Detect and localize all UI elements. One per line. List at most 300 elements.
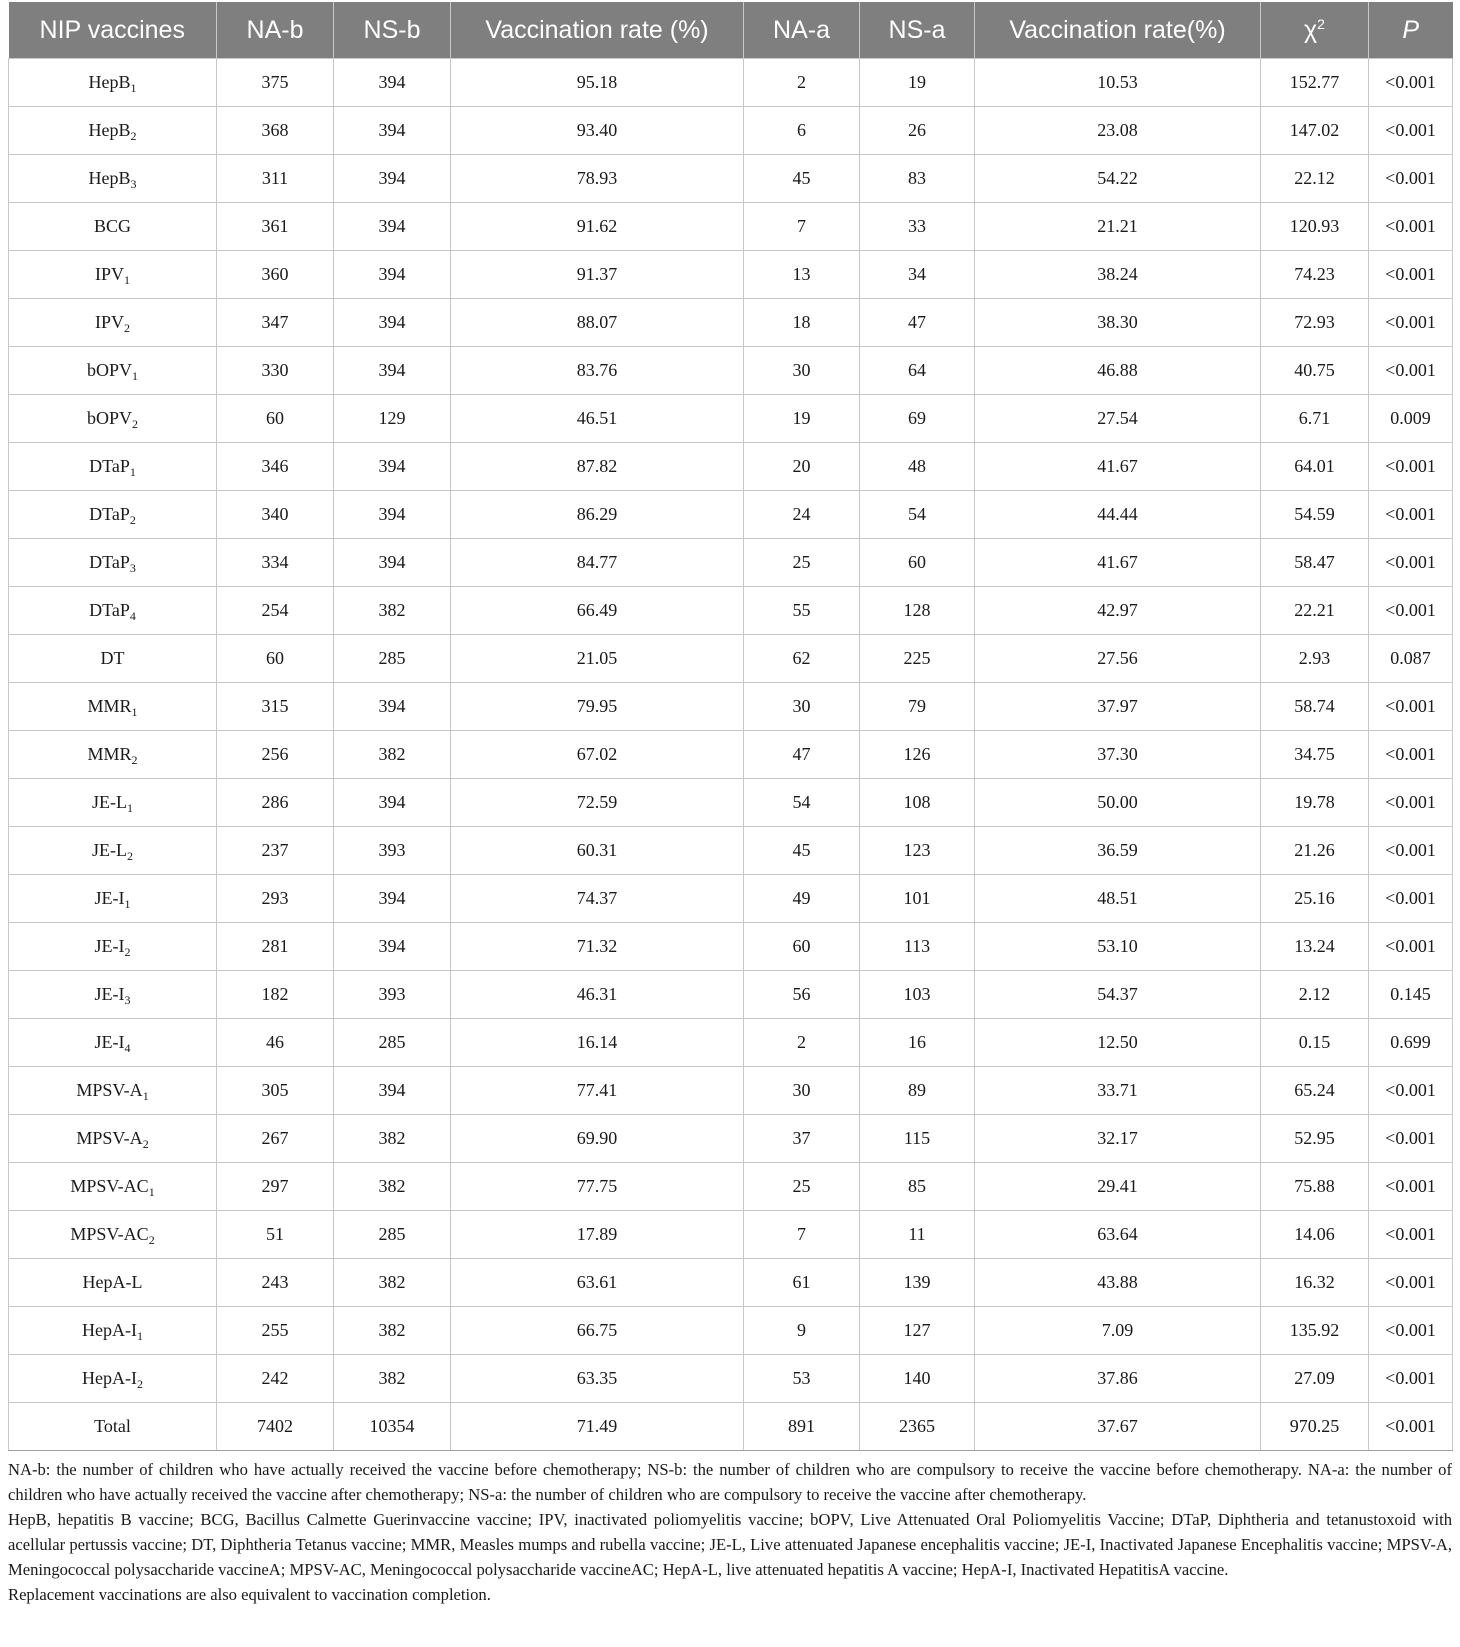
cell-na-b: 237 <box>217 827 334 875</box>
cell-na-b: 361 <box>217 203 334 251</box>
cell-p: <0.001 <box>1369 923 1453 971</box>
cell-p: <0.001 <box>1369 155 1453 203</box>
vaccine-dose-subscript: 1 <box>131 705 138 719</box>
cell-ns-a: 48 <box>860 443 975 491</box>
vaccination-table <box>8 2 1453 1451</box>
vaccine-dose-subscript: 4 <box>124 1041 131 1055</box>
cell-ns-a: 69 <box>860 395 975 443</box>
cell-rate-b: 63.61 <box>451 1259 744 1307</box>
cell-p: 0.145 <box>1369 971 1453 1019</box>
cell-rate-b: 71.32 <box>451 923 744 971</box>
cell-na-a: 45 <box>744 155 860 203</box>
vaccine-name: JE-L <box>92 840 127 860</box>
cell-na-b: 293 <box>217 875 334 923</box>
vaccine-dose-subscript: 2 <box>130 129 137 143</box>
header-rate-after: Vaccination rate(%) <box>975 2 1261 59</box>
vaccine-name: JE-L <box>92 792 127 812</box>
cell-rate-a: 37.97 <box>975 683 1261 731</box>
cell-ns-b: 394 <box>334 539 451 587</box>
cell-p: <0.001 <box>1369 1115 1453 1163</box>
cell-chi2: 27.09 <box>1261 1355 1369 1403</box>
cell-na-a: 7 <box>744 203 860 251</box>
table-row <box>9 971 1453 1019</box>
vaccine-dose-subscript: 4 <box>129 609 136 623</box>
vaccine-name: HepA-L <box>82 1272 143 1292</box>
table-row <box>9 443 1453 491</box>
cell-na-b: 330 <box>217 347 334 395</box>
cell-rate-a: 27.54 <box>975 395 1261 443</box>
cell-na-a: 13 <box>744 251 860 299</box>
vaccine-name: Total <box>94 1416 131 1436</box>
table-row <box>9 731 1453 779</box>
cell-rate-a: 12.50 <box>975 1019 1261 1067</box>
cell-chi2: 34.75 <box>1261 731 1369 779</box>
cell-rate-b: 63.35 <box>451 1355 744 1403</box>
cell-chi2: 6.71 <box>1261 395 1369 443</box>
cell-ns-a: 108 <box>860 779 975 827</box>
cell-p: <0.001 <box>1369 875 1453 923</box>
cell-na-a: 56 <box>744 971 860 1019</box>
document-page <box>8 2 1452 1607</box>
header-p-value <box>1369 2 1453 59</box>
header-na-b: NA-b <box>217 2 334 59</box>
cell-p: <0.001 <box>1369 491 1453 539</box>
cell-ns-b: 393 <box>334 827 451 875</box>
cell-rate-a: 37.30 <box>975 731 1261 779</box>
cell-na-b: 243 <box>217 1259 334 1307</box>
cell-ns-b: 393 <box>334 971 451 1019</box>
vaccine-dose-subscript: 1 <box>148 1185 155 1199</box>
cell-ns-a: 139 <box>860 1259 975 1307</box>
cell-rate-b: 74.37 <box>451 875 744 923</box>
cell-vaccine-name <box>9 971 217 1019</box>
cell-na-a: 2 <box>744 1019 860 1067</box>
cell-p: <0.001 <box>1369 587 1453 635</box>
cell-rate-a: 7.09 <box>975 1307 1261 1355</box>
cell-na-b: 286 <box>217 779 334 827</box>
table-row <box>9 923 1453 971</box>
vaccine-name: MPSV-A <box>76 1128 143 1148</box>
table-row <box>9 1211 1453 1259</box>
cell-vaccine-name <box>9 1403 217 1451</box>
table-row <box>9 587 1453 635</box>
cell-p: <0.001 <box>1369 107 1453 155</box>
cell-ns-b: 285 <box>334 1019 451 1067</box>
cell-ns-b: 382 <box>334 731 451 779</box>
table-row <box>9 347 1453 395</box>
cell-na-a: 61 <box>744 1259 860 1307</box>
cell-chi2: 2.93 <box>1261 635 1369 683</box>
cell-na-a: 55 <box>744 587 860 635</box>
cell-ns-b: 394 <box>334 875 451 923</box>
cell-p: <0.001 <box>1369 203 1453 251</box>
table-row <box>9 635 1453 683</box>
vaccine-dose-subscript: 1 <box>136 1329 143 1343</box>
cell-ns-b: 394 <box>334 491 451 539</box>
vaccine-dose-subscript: 3 <box>124 993 131 1007</box>
cell-p: <0.001 <box>1369 1259 1453 1307</box>
cell-vaccine-name <box>9 59 217 107</box>
cell-rate-a: 37.67 <box>975 1403 1261 1451</box>
vaccine-dose-subscript: 1 <box>124 897 131 911</box>
cell-p: 0.009 <box>1369 395 1453 443</box>
vaccine-name: HepB <box>88 120 131 140</box>
cell-vaccine-name <box>9 203 217 251</box>
vaccine-dose-subscript: 2 <box>124 945 131 959</box>
table-row <box>9 203 1453 251</box>
chi-superscript: 2 <box>1317 15 1325 32</box>
cell-rate-b: 66.49 <box>451 587 744 635</box>
cell-na-a: 30 <box>744 683 860 731</box>
vaccine-name: HepA-I <box>82 1320 137 1340</box>
footnote-replacement: Replacement vaccinations are also equivalent to vaccination completion. <box>8 1585 491 1604</box>
cell-rate-b: 67.02 <box>451 731 744 779</box>
vaccine-name: bOPV <box>86 408 132 428</box>
table-row <box>9 107 1453 155</box>
cell-rate-b: 88.07 <box>451 299 744 347</box>
cell-ns-a: 140 <box>860 1355 975 1403</box>
cell-rate-b: 60.31 <box>451 827 744 875</box>
cell-na-b: 7402 <box>217 1403 334 1451</box>
vaccine-name: JE-I <box>94 936 125 956</box>
cell-ns-b: 285 <box>334 1211 451 1259</box>
vaccine-dose-subscript: 2 <box>132 417 138 431</box>
cell-rate-b: 72.59 <box>451 779 744 827</box>
cell-chi2: 40.75 <box>1261 347 1369 395</box>
cell-vaccine-name <box>9 587 217 635</box>
cell-chi2: 970.25 <box>1261 1403 1369 1451</box>
cell-na-b: 255 <box>217 1307 334 1355</box>
cell-vaccine-name <box>9 299 217 347</box>
cell-ns-a: 85 <box>860 1163 975 1211</box>
cell-p: 0.699 <box>1369 1019 1453 1067</box>
vaccine-name: bOPV <box>86 360 132 380</box>
table-row <box>9 875 1453 923</box>
cell-vaccine-name <box>9 683 217 731</box>
cell-ns-b: 382 <box>334 1259 451 1307</box>
cell-ns-b: 382 <box>334 587 451 635</box>
cell-ns-b: 129 <box>334 395 451 443</box>
cell-p: <0.001 <box>1369 1067 1453 1115</box>
cell-ns-a: 54 <box>860 491 975 539</box>
vaccine-dose-subscript: 2 <box>129 513 136 527</box>
cell-na-b: 46 <box>217 1019 334 1067</box>
cell-chi2: 16.32 <box>1261 1259 1369 1307</box>
header-ns-b: NS-b <box>334 2 451 59</box>
cell-na-b: 375 <box>217 59 334 107</box>
cell-ns-b: 382 <box>334 1163 451 1211</box>
cell-chi2: 14.06 <box>1261 1211 1369 1259</box>
header-na-a: NA-a <box>744 2 860 59</box>
cell-p: <0.001 <box>1369 443 1453 491</box>
cell-chi2: 58.74 <box>1261 683 1369 731</box>
cell-chi2: 19.78 <box>1261 779 1369 827</box>
cell-na-a: 47 <box>744 731 860 779</box>
cell-p: <0.001 <box>1369 539 1453 587</box>
vaccine-name: MMR <box>87 696 132 716</box>
table-row <box>9 299 1453 347</box>
cell-vaccine-name <box>9 1115 217 1163</box>
vaccine-dose-subscript: 2 <box>127 849 133 863</box>
table-row <box>9 539 1453 587</box>
cell-p: <0.001 <box>1369 299 1453 347</box>
vaccine-name: HepB <box>88 168 131 188</box>
cell-vaccine-name <box>9 539 217 587</box>
cell-na-b: 267 <box>217 1115 334 1163</box>
cell-ns-a: 83 <box>860 155 975 203</box>
cell-vaccine-name <box>9 1307 217 1355</box>
cell-na-a: 18 <box>744 299 860 347</box>
cell-rate-a: 21.21 <box>975 203 1261 251</box>
cell-na-b: 360 <box>217 251 334 299</box>
cell-na-a: 30 <box>744 347 860 395</box>
cell-na-b: 340 <box>217 491 334 539</box>
cell-chi2: 21.26 <box>1261 827 1369 875</box>
cell-ns-a: 128 <box>860 587 975 635</box>
cell-rate-a: 44.44 <box>975 491 1261 539</box>
cell-vaccine-name <box>9 875 217 923</box>
cell-rate-a: 42.97 <box>975 587 1261 635</box>
cell-chi2: 25.16 <box>1261 875 1369 923</box>
cell-ns-b: 394 <box>334 683 451 731</box>
vaccine-dose-subscript: 1 <box>142 1089 149 1103</box>
cell-rate-a: 48.51 <box>975 875 1261 923</box>
vaccine-name: DTaP <box>89 552 130 572</box>
cell-na-b: 334 <box>217 539 334 587</box>
vaccine-name: IPV <box>94 312 124 332</box>
cell-rate-b: 21.05 <box>451 635 744 683</box>
vaccine-dose-subscript: 3 <box>130 177 137 191</box>
cell-ns-b: 382 <box>334 1115 451 1163</box>
cell-p: <0.001 <box>1369 1403 1453 1451</box>
vaccine-name: JE-I <box>94 1032 125 1052</box>
cell-p: 0.087 <box>1369 635 1453 683</box>
cell-rate-b: 83.76 <box>451 347 744 395</box>
cell-rate-a: 27.56 <box>975 635 1261 683</box>
cell-vaccine-name <box>9 779 217 827</box>
cell-ns-b: 394 <box>334 443 451 491</box>
cell-rate-b: 84.77 <box>451 539 744 587</box>
cell-rate-a: 50.00 <box>975 779 1261 827</box>
table-row <box>9 1115 1453 1163</box>
cell-ns-a: 127 <box>860 1307 975 1355</box>
cell-na-a: 2 <box>744 59 860 107</box>
table-row <box>9 1307 1453 1355</box>
cell-chi2: 2.12 <box>1261 971 1369 1019</box>
cell-vaccine-name <box>9 491 217 539</box>
cell-rate-b: 66.75 <box>451 1307 744 1355</box>
table-row <box>9 1163 1453 1211</box>
cell-p: <0.001 <box>1369 827 1453 875</box>
cell-vaccine-name <box>9 827 217 875</box>
cell-ns-a: 103 <box>860 971 975 1019</box>
cell-rate-b: 93.40 <box>451 107 744 155</box>
cell-rate-b: 87.82 <box>451 443 744 491</box>
cell-na-a: 7 <box>744 1211 860 1259</box>
cell-chi2: 22.12 <box>1261 155 1369 203</box>
vaccine-name: HepA-I <box>82 1368 137 1388</box>
cell-ns-a: 34 <box>860 251 975 299</box>
cell-na-a: 891 <box>744 1403 860 1451</box>
cell-chi2: 64.01 <box>1261 443 1369 491</box>
p-label: P <box>1402 15 1420 44</box>
cell-ns-b: 382 <box>334 1307 451 1355</box>
cell-vaccine-name <box>9 395 217 443</box>
vaccine-name: JE-I <box>94 888 125 908</box>
cell-ns-b: 394 <box>334 155 451 203</box>
cell-na-b: 346 <box>217 443 334 491</box>
cell-rate-b: 71.49 <box>451 1403 744 1451</box>
cell-na-b: 254 <box>217 587 334 635</box>
cell-ns-a: 113 <box>860 923 975 971</box>
cell-ns-b: 394 <box>334 59 451 107</box>
cell-ns-b: 394 <box>334 299 451 347</box>
cell-ns-b: 10354 <box>334 1403 451 1451</box>
cell-na-b: 368 <box>217 107 334 155</box>
cell-rate-a: 33.71 <box>975 1067 1261 1115</box>
table-header-row <box>9 2 1453 59</box>
header-vaccine: NIP vaccines <box>9 2 217 59</box>
cell-rate-a: 54.37 <box>975 971 1261 1019</box>
cell-ns-b: 394 <box>334 251 451 299</box>
cell-ns-b: 394 <box>334 203 451 251</box>
table-row <box>9 155 1453 203</box>
vaccine-dose-subscript: 2 <box>142 1137 149 1151</box>
cell-na-b: 60 <box>217 635 334 683</box>
vaccine-name: MPSV-AC <box>70 1176 149 1196</box>
vaccine-name: MMR <box>87 744 132 764</box>
cell-vaccine-name <box>9 107 217 155</box>
cell-rate-b: 46.51 <box>451 395 744 443</box>
cell-na-a: 54 <box>744 779 860 827</box>
cell-ns-a: 60 <box>860 539 975 587</box>
cell-ns-a: 33 <box>860 203 975 251</box>
cell-na-b: 297 <box>217 1163 334 1211</box>
cell-vaccine-name <box>9 1163 217 1211</box>
vaccine-dose-subscript: 2 <box>136 1377 143 1391</box>
cell-chi2: 0.15 <box>1261 1019 1369 1067</box>
cell-ns-a: 19 <box>860 59 975 107</box>
cell-chi2: 120.93 <box>1261 203 1369 251</box>
cell-na-b: 182 <box>217 971 334 1019</box>
cell-rate-b: 77.75 <box>451 1163 744 1211</box>
cell-na-b: 305 <box>217 1067 334 1115</box>
cell-vaccine-name <box>9 155 217 203</box>
cell-rate-b: 78.93 <box>451 155 744 203</box>
cell-rate-b: 95.18 <box>451 59 744 107</box>
cell-chi2: 152.77 <box>1261 59 1369 107</box>
cell-rate-a: 54.22 <box>975 155 1261 203</box>
cell-na-b: 51 <box>217 1211 334 1259</box>
cell-vaccine-name <box>9 1067 217 1115</box>
cell-chi2: 22.21 <box>1261 587 1369 635</box>
cell-rate-b: 69.90 <box>451 1115 744 1163</box>
cell-p: <0.001 <box>1369 251 1453 299</box>
cell-ns-b: 394 <box>334 779 451 827</box>
cell-rate-b: 91.62 <box>451 203 744 251</box>
vaccine-dose-subscript: 2 <box>131 753 138 767</box>
vaccine-name: JE-I <box>94 984 125 1004</box>
cell-rate-a: 23.08 <box>975 107 1261 155</box>
cell-ns-a: 16 <box>860 1019 975 1067</box>
cell-na-a: 20 <box>744 443 860 491</box>
table-body <box>9 59 1453 1451</box>
cell-ns-a: 64 <box>860 347 975 395</box>
vaccine-name: HepB <box>88 72 131 92</box>
cell-chi2: 135.92 <box>1261 1307 1369 1355</box>
cell-na-a: 37 <box>744 1115 860 1163</box>
cell-ns-a: 123 <box>860 827 975 875</box>
cell-vaccine-name <box>9 731 217 779</box>
vaccine-name: DTaP <box>89 456 130 476</box>
cell-na-a: 53 <box>744 1355 860 1403</box>
header-rate-before: Vaccination rate (%) <box>451 2 744 59</box>
cell-rate-b: 16.14 <box>451 1019 744 1067</box>
cell-rate-a: 46.88 <box>975 347 1261 395</box>
header-chi-square <box>1261 2 1369 59</box>
vaccine-name: BCG <box>93 216 131 236</box>
cell-p: <0.001 <box>1369 731 1453 779</box>
cell-ns-a: 26 <box>860 107 975 155</box>
cell-ns-a: 115 <box>860 1115 975 1163</box>
table-row <box>9 59 1453 107</box>
footnote-abbreviations-counts: NA-b: the number of children who have actually received the vaccine before chemotherapy; NS-b: the number of children who are compulsory to receive the vaccine before chemotherapy. NA-a: the number of children who have actually received the vaccine after chemotherapy; NS-a: the number of children who are compulsory to receive the vaccine after chemotherapy. <box>8 1460 1452 1504</box>
vaccine-dose-subscript: 1 <box>127 801 133 815</box>
cell-na-a: 60 <box>744 923 860 971</box>
vaccine-name: DTaP <box>89 600 130 620</box>
cell-na-a: 25 <box>744 1163 860 1211</box>
cell-rate-a: 36.59 <box>975 827 1261 875</box>
cell-na-a: 49 <box>744 875 860 923</box>
cell-na-b: 315 <box>217 683 334 731</box>
cell-rate-a: 41.67 <box>975 539 1261 587</box>
cell-rate-a: 37.86 <box>975 1355 1261 1403</box>
cell-chi2: 72.93 <box>1261 299 1369 347</box>
cell-na-b: 256 <box>217 731 334 779</box>
cell-na-a: 45 <box>744 827 860 875</box>
cell-p: <0.001 <box>1369 59 1453 107</box>
cell-ns-a: 47 <box>860 299 975 347</box>
cell-ns-b: 394 <box>334 923 451 971</box>
cell-rate-a: 38.30 <box>975 299 1261 347</box>
vaccine-name: MPSV-AC <box>70 1224 149 1244</box>
cell-rate-b: 79.95 <box>451 683 744 731</box>
table-row <box>9 395 1453 443</box>
vaccine-dose-subscript: 1 <box>130 81 137 95</box>
table-row <box>9 251 1453 299</box>
cell-na-a: 62 <box>744 635 860 683</box>
cell-na-a: 30 <box>744 1067 860 1115</box>
vaccine-dose-subscript: 1 <box>124 273 130 287</box>
cell-vaccine-name <box>9 1211 217 1259</box>
cell-chi2: 52.95 <box>1261 1115 1369 1163</box>
cell-rate-a: 43.88 <box>975 1259 1261 1307</box>
cell-ns-b: 382 <box>334 1355 451 1403</box>
cell-p: <0.001 <box>1369 347 1453 395</box>
cell-na-b: 60 <box>217 395 334 443</box>
chi-symbol: χ <box>1304 15 1318 44</box>
cell-chi2: 147.02 <box>1261 107 1369 155</box>
vaccine-name: IPV <box>94 264 124 284</box>
cell-p: <0.001 <box>1369 1355 1453 1403</box>
cell-rate-b: 17.89 <box>451 1211 744 1259</box>
cell-rate-a: 63.64 <box>975 1211 1261 1259</box>
cell-p: <0.001 <box>1369 1163 1453 1211</box>
vaccine-dose-subscript: 3 <box>129 561 136 575</box>
vaccine-name: DT <box>100 648 125 668</box>
vaccine-name: MPSV-A <box>76 1080 143 1100</box>
cell-na-b: 242 <box>217 1355 334 1403</box>
